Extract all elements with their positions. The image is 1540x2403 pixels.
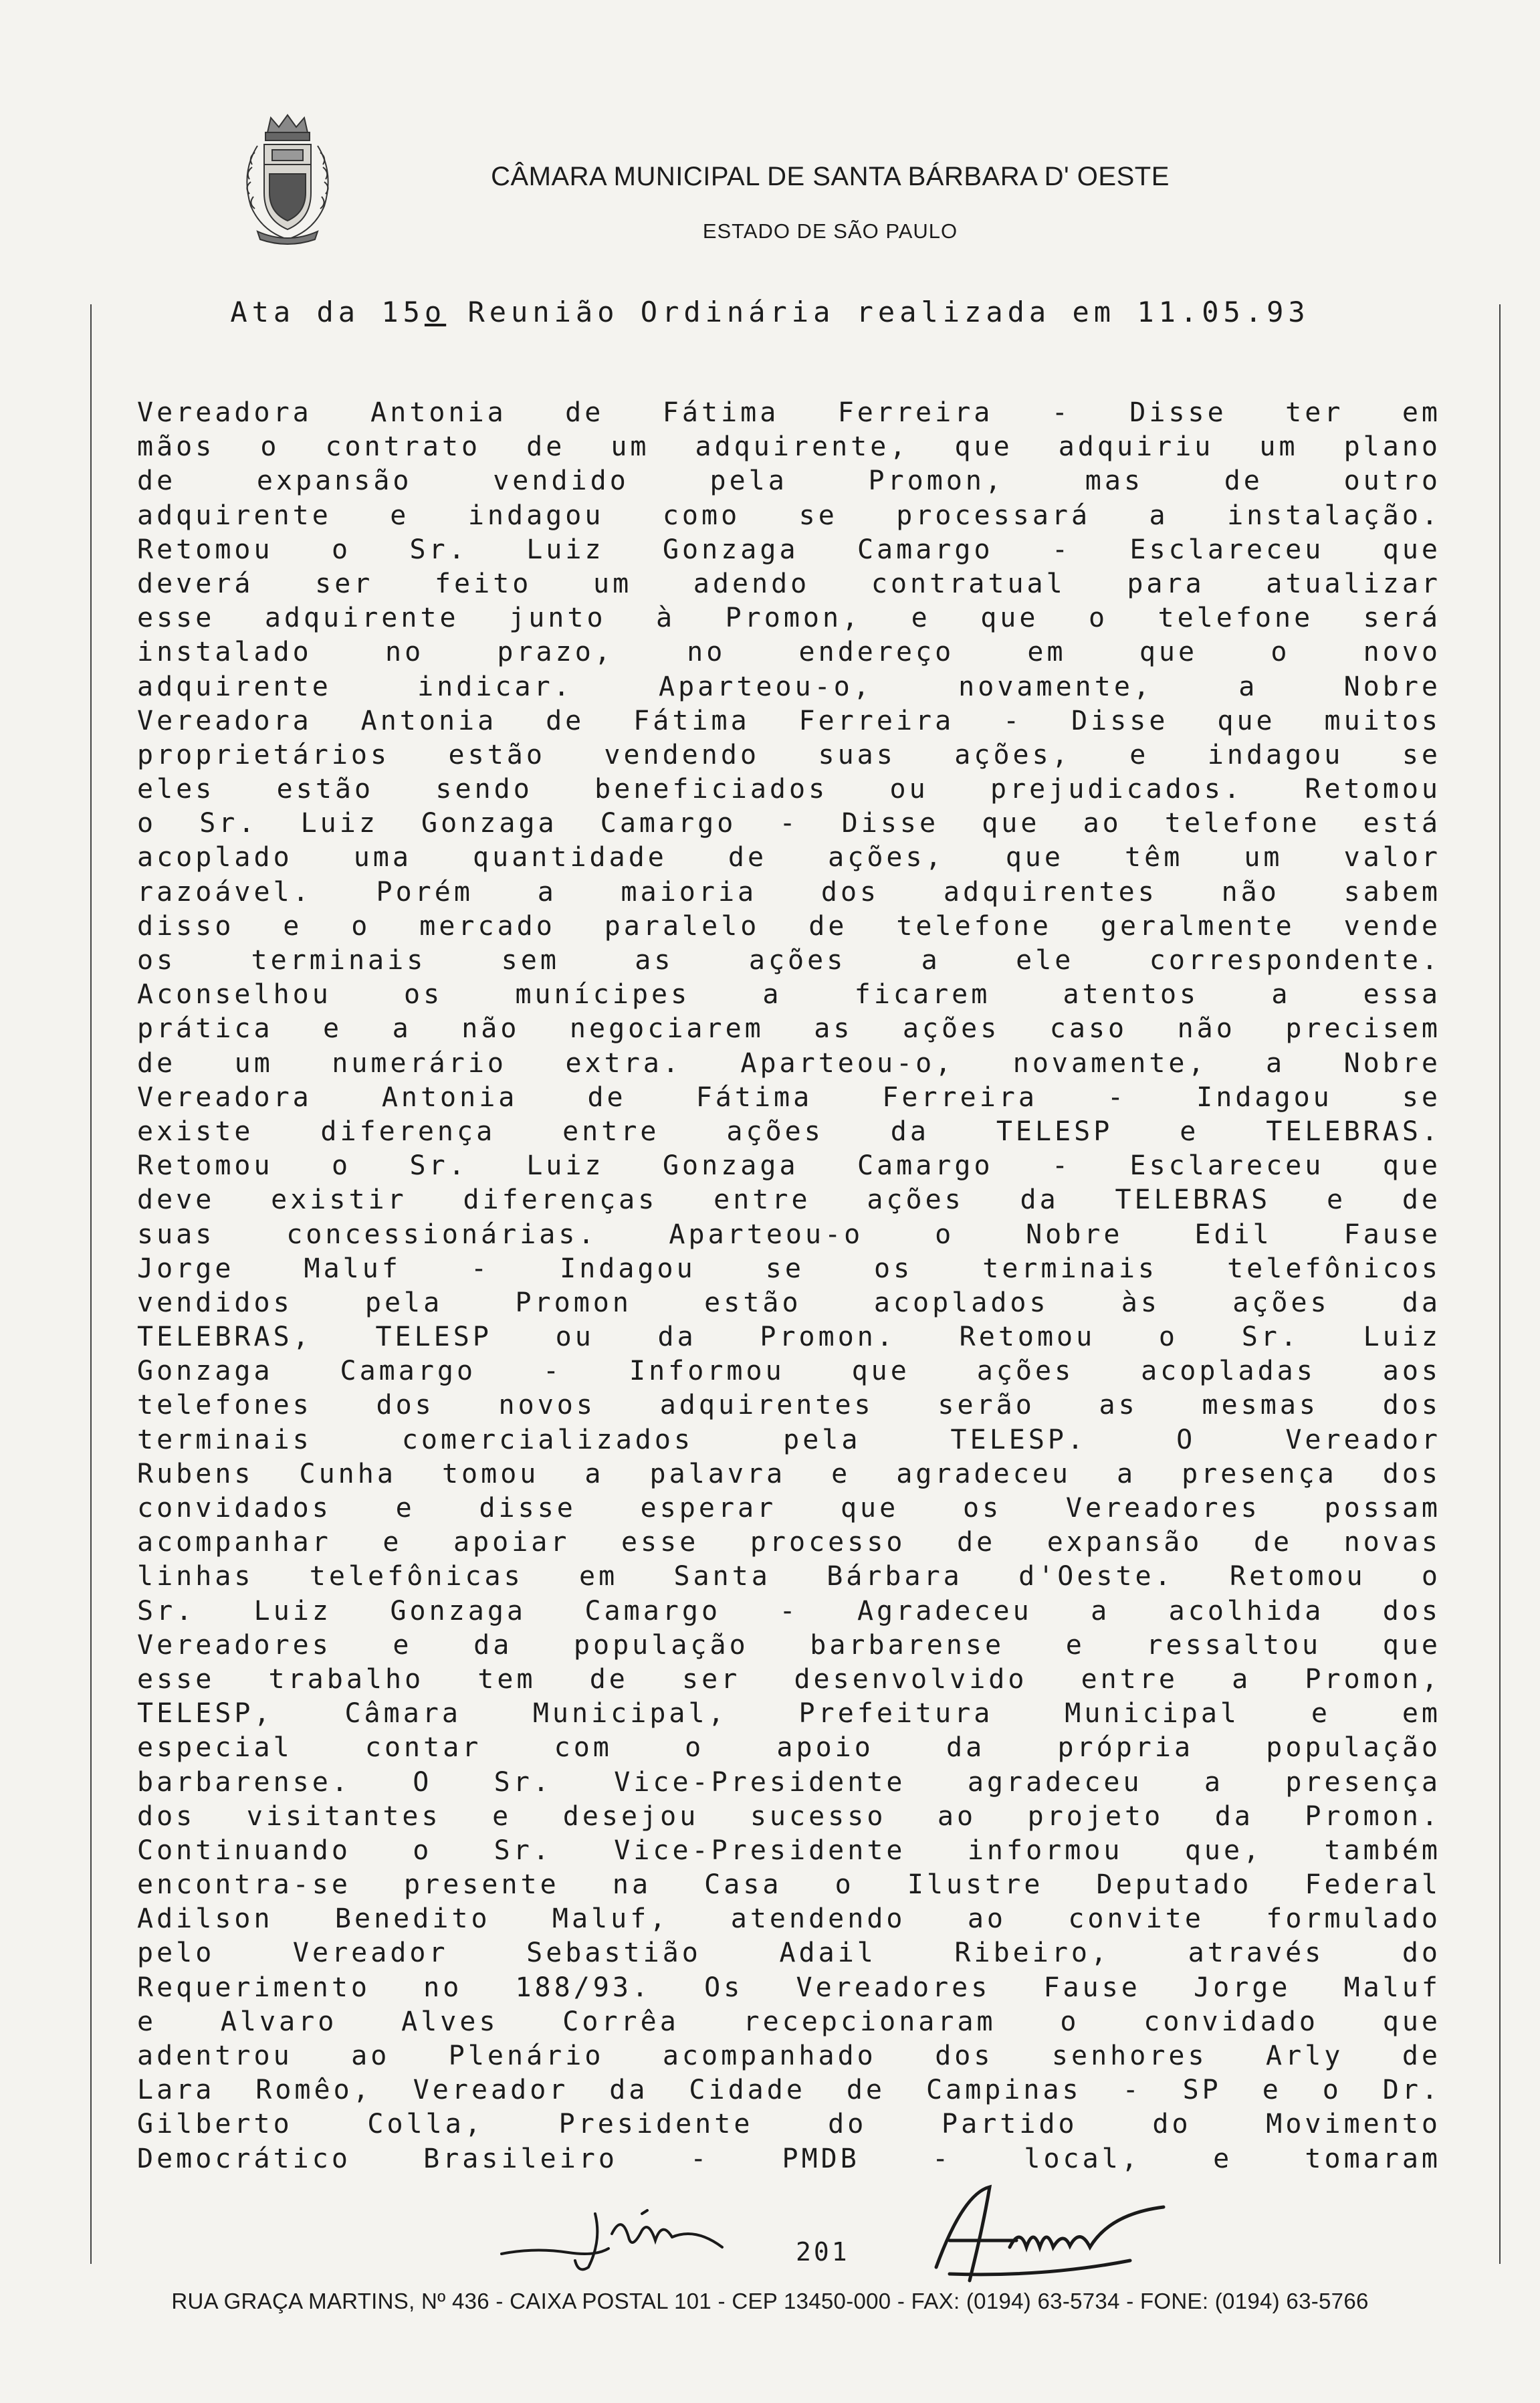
body-line: pelo Vereador Sebastião Adail Ribeiro, através do: [137, 1938, 1441, 1969]
body-line: deve existir diferenças entre ações da TELEBRAS e de: [137, 1184, 1441, 1216]
body-line: existe diferença entre ações da TELESP e TELEBRAS.: [137, 1116, 1441, 1147]
body-line: acoplado uma quantidade de ações, que têm um valor: [137, 842, 1441, 873]
minutes-title-suffix: Reunião Ordinária realizada em 11.05.93: [446, 296, 1310, 328]
body-line: e Alvaro Alves Corrêa recepcionaram o convidado que: [137, 2006, 1441, 2037]
signature-left: [495, 2174, 749, 2274]
institution-state: ESTADO DE SÃO PAULO: [702, 219, 958, 243]
body-line: convidados e disse esperar que os Vereadores possam: [137, 1493, 1441, 1524]
right-margin-rule: [1499, 304, 1501, 2264]
left-margin-rule: [90, 304, 92, 2264]
body-line: Aconselhou os munícipes a ficarem atentos a essa: [137, 979, 1441, 1011]
body-line: de expansão vendido pela Promon, mas de outro: [137, 465, 1441, 497]
body-line: Rubens Cunha tomou a palavra e agradeceu a presença dos: [137, 1458, 1441, 1489]
body-line: esse adquirente junto à Promon, e que o telefone será: [137, 603, 1441, 634]
body-line: dos visitantes e desejou sucesso ao projeto da Promon.: [137, 1800, 1441, 1832]
body-line: Requerimento no 188/93. Os Vereadores Fause Jorge Maluf: [137, 1972, 1441, 2003]
body-line: Vereadora Antonia de Fátima Ferreira - Indagou se: [137, 1081, 1441, 1113]
minutes-title: [0, 296, 1540, 328]
body-line: Vereadora Antonia de Fátima Ferreira - Disse que muitos: [137, 705, 1441, 736]
footer-address: RUA GRAÇA MARTINS, Nº 436 - CAIXA POSTAL 101 - CEP 13450-000 - FAX: (0194) 63-5734 - FONE: (0194) 63-5766: [171, 2289, 1369, 2313]
body-line: Lara Romêo, Vereador da Cidade de Campinas - SP e o Dr.: [137, 2075, 1441, 2106]
body-line: proprietários estão vendendo suas ações, e indagou se: [137, 739, 1441, 770]
body-line: o Sr. Luiz Gonzaga Camargo - Disse que ao telefone está: [137, 808, 1441, 839]
body-line: terminais comercializados pela TELESP. O Vereador: [137, 1424, 1441, 1455]
body-line: Vereadora Antonia de Fátima Ferreira - Disse ter em: [137, 397, 1441, 428]
body-line: Continuando o Sr. Vice-Presidente informou que, também: [137, 1835, 1441, 1866]
body-line: especial contar com o apoio da própria população: [137, 1732, 1441, 1764]
signature-right: [909, 2167, 1190, 2294]
body-line: deverá ser feito um adendo contratual para atualizar: [137, 568, 1441, 599]
body-line: adentrou ao Plenário acompanhado dos senhores Arly de: [137, 2041, 1441, 2071]
body-line: Jorge Maluf - Indagou se os terminais telefônicos: [137, 1253, 1441, 1284]
body-line: Gilberto Colla, Presidente do Partido do Movimento: [137, 2109, 1441, 2140]
body-line: Gonzaga Camargo - Informou que ações acopladas aos: [137, 1356, 1441, 1387]
body-line: de um numerário extra. Aparteou-o, novamente, a Nobre: [137, 1047, 1441, 1079]
body-line: barbarense. O Sr. Vice-Presidente agradeceu a presença: [137, 1766, 1441, 1798]
body-line: instalado no prazo, no endereço em que o novo: [137, 637, 1441, 668]
body-line: vendidos pela Promon estão acoplados às ações da: [137, 1287, 1441, 1318]
body-line: adquirente e indagou como se processará a instalação.: [137, 500, 1441, 531]
body-line: Vereadores e da população barbarense e ressaltou que: [137, 1629, 1441, 1661]
body-line: Adilson Benedito Maluf, atendendo ao convite formulado: [137, 1903, 1441, 1935]
body-line: os terminais sem as ações a ele correspondente.: [137, 945, 1441, 976]
body-line: eles estão sendo beneficiados ou prejudicados. Retomou: [137, 774, 1441, 805]
body-line: TELEBRAS, TELESP ou da Promon. Retomou o Sr. Luiz: [137, 1322, 1441, 1353]
minutes-title-prefix: Ata da 15: [230, 296, 425, 328]
body-line: prática e a não negociarem as ações caso não precisem: [137, 1013, 1441, 1045]
body-line: acompanhar e apoiar esse processo de expansão de novas: [137, 1527, 1441, 1558]
body-line: TELESP, Câmara Municipal, Prefeitura Municipal e em: [137, 1698, 1441, 1730]
body-line: suas concessionárias. Aparteou-o o Nobre Edil Fause: [137, 1219, 1441, 1250]
body-line: Retomou o Sr. Luiz Gonzaga Camargo - Esclareceu que: [137, 534, 1441, 565]
minutes-title-ordinal: o: [424, 296, 447, 328]
institution-name: CÂMARA MUNICIPAL DE SANTA BÁRBARA D' OESTE: [491, 162, 1170, 191]
body-line: adquirente indicar. Aparteou-o, novamente, a Nobre: [137, 671, 1441, 702]
page-number: 201: [796, 2237, 850, 2267]
body-line: Democrático Brasileiro - PMDB - local, e tomaram: [137, 2143, 1441, 2174]
body-line: encontra-se presente na Casa o Ilustre Deputado Federal: [137, 1869, 1441, 1901]
body-line: Retomou o Sr. Luiz Gonzaga Camargo - Esclareceu que: [137, 1150, 1441, 1182]
body-line: esse trabalho tem de ser desenvolvido entre a Promon,: [137, 1663, 1441, 1695]
body-line: telefones dos novos adquirentes serão as mesmas dos: [137, 1390, 1441, 1421]
body-line: linhas telefônicas em Santa Bárbara d'Oeste. Retomou o: [137, 1561, 1441, 1592]
body-line: razoável. Porém a maioria dos adquirentes não sabem: [137, 876, 1441, 908]
body-line: disso e o mercado paralelo de telefone geralmente vende: [137, 910, 1441, 942]
minutes-body: [137, 396, 1441, 2176]
body-line: mãos o contrato de um adquirente, que adquiriu um plano: [137, 431, 1441, 463]
body-line: Sr. Luiz Gonzaga Camargo - Agradeceu a acolhida dos: [137, 1595, 1441, 1627]
